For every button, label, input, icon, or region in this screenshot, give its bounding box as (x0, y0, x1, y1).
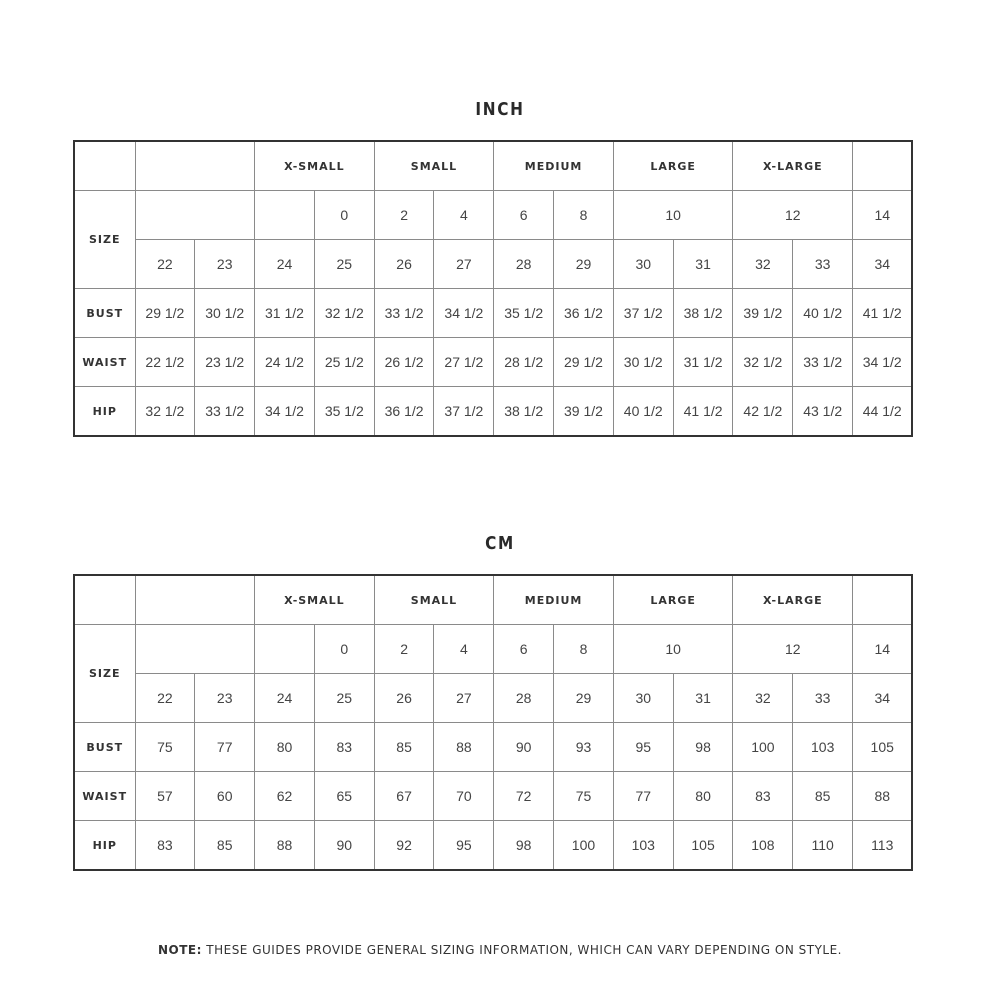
waist-value-cell: 88 (853, 772, 913, 821)
waist-value-cell: 23 1/2 (195, 338, 255, 387)
bust-value-cell: 75 (135, 723, 195, 772)
bust-value-cell: 100 (733, 723, 793, 772)
waist-row-label: WAIST (74, 338, 135, 387)
table-row (74, 289, 912, 338)
numeric-size-cell: 26 (374, 674, 434, 723)
table-row (74, 338, 912, 387)
numeric-size-cell: 23 (195, 674, 255, 723)
hip-value-cell: 113 (853, 821, 913, 871)
bust-value-cell: 35 1/2 (494, 289, 554, 338)
us-size-cell: 12 (733, 191, 853, 240)
bust-value-cell: 40 1/2 (793, 289, 853, 338)
numeric-size-cell: 31 (673, 674, 733, 723)
cm-size-table (73, 574, 913, 871)
numeric-size-cell: 32 (733, 674, 793, 723)
numeric-size-cell: 25 (314, 674, 374, 723)
size-row-label: SIZE (74, 625, 135, 723)
numeric-size-cell: 25 (314, 240, 374, 289)
inch-section-title: INCH (475, 99, 525, 120)
us-size-cell: 12 (733, 625, 853, 674)
group-header-large: LARGE (613, 575, 733, 625)
numeric-size-cell: 28 (494, 674, 554, 723)
waist-value-cell: 26 1/2 (374, 338, 434, 387)
hip-value-cell: 39 1/2 (554, 387, 614, 437)
table-row (74, 625, 912, 674)
group-header-large: LARGE (613, 141, 733, 191)
numeric-size-cell: 32 (733, 240, 793, 289)
bust-value-cell: 36 1/2 (554, 289, 614, 338)
group-header-x-large: X-LARGE (733, 141, 853, 191)
bust-value-cell: 32 1/2 (314, 289, 374, 338)
bust-value-cell: 88 (434, 723, 494, 772)
waist-value-cell: 67 (374, 772, 434, 821)
hip-value-cell: 37 1/2 (434, 387, 494, 437)
us-size-cell: 0 (314, 625, 374, 674)
hip-value-cell: 95 (434, 821, 494, 871)
bust-row-label: BUST (74, 723, 135, 772)
hip-value-cell: 34 1/2 (255, 387, 315, 437)
table-row (74, 240, 912, 289)
bust-value-cell: 90 (494, 723, 554, 772)
table-row (74, 723, 912, 772)
table-row (74, 674, 912, 723)
bust-value-cell: 39 1/2 (733, 289, 793, 338)
waist-value-cell: 57 (135, 772, 195, 821)
hip-value-cell: 42 1/2 (733, 387, 793, 437)
hip-value-cell: 103 (613, 821, 673, 871)
us-size-cell: 10 (613, 191, 733, 240)
hip-value-cell: 100 (554, 821, 614, 871)
group-header-small: SMALL (374, 575, 494, 625)
waist-value-cell: 80 (673, 772, 733, 821)
us-size-cell: 0 (314, 191, 374, 240)
table-cell (255, 625, 315, 674)
waist-value-cell: 77 (613, 772, 673, 821)
bust-value-cell: 85 (374, 723, 434, 772)
hip-value-cell: 85 (195, 821, 255, 871)
bust-value-cell: 95 (613, 723, 673, 772)
numeric-size-cell: 23 (195, 240, 255, 289)
hip-value-cell: 83 (135, 821, 195, 871)
waist-value-cell: 24 1/2 (255, 338, 315, 387)
table-cell (74, 575, 135, 625)
table-cell (853, 141, 913, 191)
hip-value-cell: 41 1/2 (673, 387, 733, 437)
hip-value-cell: 44 1/2 (853, 387, 913, 437)
us-size-cell: 2 (374, 625, 434, 674)
hip-value-cell: 40 1/2 (613, 387, 673, 437)
numeric-size-cell: 33 (793, 240, 853, 289)
us-size-cell: 6 (494, 625, 554, 674)
hip-value-cell: 88 (255, 821, 315, 871)
table-row (74, 191, 912, 240)
numeric-size-cell: 22 (135, 674, 195, 723)
us-size-cell: 2 (374, 191, 434, 240)
waist-value-cell: 72 (494, 772, 554, 821)
table-cell (135, 141, 255, 191)
numeric-size-cell: 28 (494, 240, 554, 289)
hip-value-cell: 110 (793, 821, 853, 871)
numeric-size-cell: 22 (135, 240, 195, 289)
us-size-cell: 14 (853, 191, 913, 240)
table-cell (74, 141, 135, 191)
waist-value-cell: 60 (195, 772, 255, 821)
hip-value-cell: 90 (314, 821, 374, 871)
note-text: THESE GUIDES PROVIDE GENERAL SIZING INFORMATION, WHICH CAN VARY DEPENDING ON STYLE. (201, 943, 842, 957)
numeric-size-cell: 30 (613, 674, 673, 723)
us-size-cell: 4 (434, 625, 494, 674)
waist-value-cell: 75 (554, 772, 614, 821)
table-cell (135, 625, 255, 674)
table-cell (853, 575, 913, 625)
waist-value-cell: 62 (255, 772, 315, 821)
bust-value-cell: 41 1/2 (853, 289, 913, 338)
bust-value-cell: 33 1/2 (374, 289, 434, 338)
us-size-cell: 6 (494, 191, 554, 240)
bust-row-label: BUST (74, 289, 135, 338)
bust-value-cell: 93 (554, 723, 614, 772)
table-row (74, 387, 912, 437)
waist-value-cell: 85 (793, 772, 853, 821)
table-cell (255, 191, 315, 240)
hip-value-cell: 105 (673, 821, 733, 871)
bust-value-cell: 31 1/2 (255, 289, 315, 338)
numeric-size-cell: 29 (554, 674, 614, 723)
group-header-medium: MEDIUM (494, 575, 614, 625)
group-header-small: SMALL (374, 141, 494, 191)
hip-value-cell: 43 1/2 (793, 387, 853, 437)
waist-value-cell: 83 (733, 772, 793, 821)
bust-value-cell: 83 (314, 723, 374, 772)
hip-value-cell: 98 (494, 821, 554, 871)
numeric-size-cell: 33 (793, 674, 853, 723)
waist-value-cell: 65 (314, 772, 374, 821)
numeric-size-cell: 27 (434, 240, 494, 289)
waist-value-cell: 31 1/2 (673, 338, 733, 387)
numeric-size-cell: 24 (255, 240, 315, 289)
us-size-cell: 4 (434, 191, 494, 240)
hip-value-cell: 38 1/2 (494, 387, 554, 437)
bust-value-cell: 34 1/2 (434, 289, 494, 338)
hip-value-cell: 35 1/2 (314, 387, 374, 437)
waist-row-label: WAIST (74, 772, 135, 821)
hip-row-label: HIP (74, 821, 135, 871)
waist-value-cell: 28 1/2 (494, 338, 554, 387)
bust-value-cell: 98 (673, 723, 733, 772)
waist-value-cell: 25 1/2 (314, 338, 374, 387)
waist-value-cell: 30 1/2 (613, 338, 673, 387)
hip-value-cell: 108 (733, 821, 793, 871)
waist-value-cell: 27 1/2 (434, 338, 494, 387)
size-row-label: SIZE (74, 191, 135, 289)
numeric-size-cell: 24 (255, 674, 315, 723)
table-cell (135, 191, 255, 240)
sizing-note (0, 943, 1000, 957)
hip-value-cell: 36 1/2 (374, 387, 434, 437)
cm-section-title: CM (485, 533, 515, 554)
numeric-size-cell: 34 (853, 674, 913, 723)
numeric-size-cell: 31 (673, 240, 733, 289)
hip-value-cell: 32 1/2 (135, 387, 195, 437)
table-row (74, 772, 912, 821)
numeric-size-cell: 34 (853, 240, 913, 289)
us-size-cell: 10 (613, 625, 733, 674)
bust-value-cell: 103 (793, 723, 853, 772)
waist-value-cell: 32 1/2 (733, 338, 793, 387)
us-size-cell: 14 (853, 625, 913, 674)
waist-value-cell: 33 1/2 (793, 338, 853, 387)
waist-value-cell: 34 1/2 (853, 338, 913, 387)
numeric-size-cell: 29 (554, 240, 614, 289)
group-header-x-large: X-LARGE (733, 575, 853, 625)
group-header-medium: MEDIUM (494, 141, 614, 191)
bust-value-cell: 37 1/2 (613, 289, 673, 338)
table-row (74, 821, 912, 871)
bust-value-cell: 38 1/2 (673, 289, 733, 338)
us-size-cell: 8 (554, 191, 614, 240)
bust-value-cell: 77 (195, 723, 255, 772)
hip-value-cell: 92 (374, 821, 434, 871)
group-header-x-small: X-SMALL (255, 141, 375, 191)
bust-value-cell: 29 1/2 (135, 289, 195, 338)
note-label: NOTE: (158, 943, 202, 957)
numeric-size-cell: 27 (434, 674, 494, 723)
bust-value-cell: 105 (853, 723, 913, 772)
us-size-cell: 8 (554, 625, 614, 674)
waist-value-cell: 22 1/2 (135, 338, 195, 387)
table-row (74, 575, 912, 625)
numeric-size-cell: 26 (374, 240, 434, 289)
hip-row-label: HIP (74, 387, 135, 437)
waist-value-cell: 29 1/2 (554, 338, 614, 387)
inch-size-table (73, 140, 913, 437)
hip-value-cell: 33 1/2 (195, 387, 255, 437)
bust-value-cell: 80 (255, 723, 315, 772)
table-cell (135, 575, 255, 625)
table-row (74, 141, 912, 191)
numeric-size-cell: 30 (613, 240, 673, 289)
bust-value-cell: 30 1/2 (195, 289, 255, 338)
waist-value-cell: 70 (434, 772, 494, 821)
group-header-x-small: X-SMALL (255, 575, 375, 625)
